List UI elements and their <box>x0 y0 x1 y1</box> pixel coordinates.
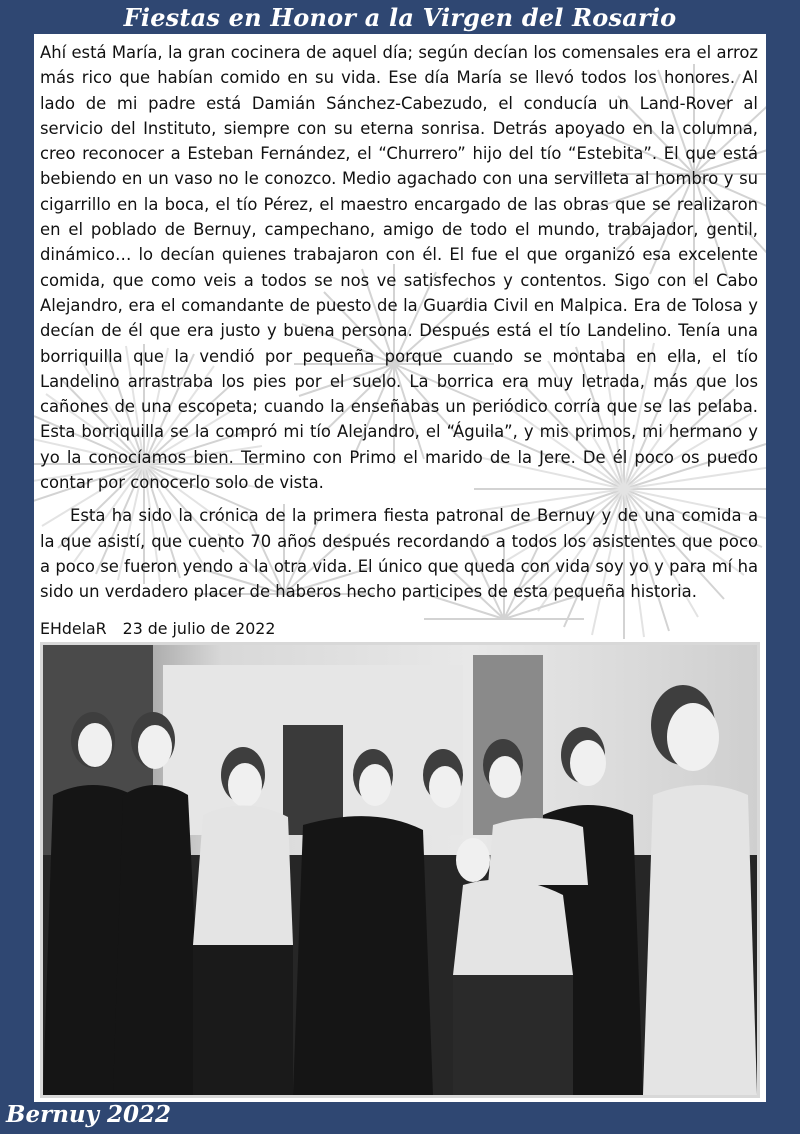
article-paragraph-1: Ahí está María, la gran cocinera de aquel día; según decían los comensales era el arroz más rico que habían comido en su vida. Ese día María se llevó todos los honores. Al lado de mi padre está Damián Sánchez-Cabezudo, el conducía un Land-Rover al servicio del Instituto, siempre con su eterna sonrisa. Detrás apoyado en la columna, creo reconocer a Esteban Fernández, el “Churrero” hijo del tío “Estebita”. El que está bebiendo en un vaso no le conozco. Medio agachado con una servilleta al hombro y su cigarrillo en la boca, el tío Pérez, el maestro encargado de las obras que se realizaron en el poblado de Bernuy, campechano, amigo de todo el mundo, trabajador, gentil, dinámico… lo decían quienes trabajaron con él. El fue el que organizó esa excelente comida, que como veis a todos se nos ve satisfechos y contentos. Sigo con el Cabo Alejandro, era el comandante de puesto de la Guardia Civil en Malpica. Era de Tolosa y decían de él que era justo y buena persona. Después está el tío Landelino. Tenía una borriquilla que la vendió por pequeña porque cuando se montaba en ella, el tío Landelino arrastraba los pies por el suelo. La borrica era muy letrada, más que los cañones de una escopeta; cuando la enseñabas un periódico corría que se las pelaba. Esta borriquilla se la compró mi tío Alejandro, el “Águila”, y mis primos, mi hermano y yo la conocíamos bien. Termino con Primo el marido de la Jere. De él poco os puedo contar por conocerlo solo de vista. <box>40 43 758 493</box>
article-date: 23 de julio de 2022 <box>122 618 276 638</box>
historic-group-photo <box>40 642 760 1098</box>
author-signature: EHdelaR <box>40 618 107 638</box>
page-panel <box>34 34 766 1102</box>
article-body <box>40 40 758 641</box>
group-photo-illustration <box>43 645 757 1095</box>
footer-label: Bernuy 2022 <box>6 1101 172 1128</box>
page-title: Fiestas en Honor a la Virgen del Rosario <box>123 3 677 32</box>
article-paragraph-2: Esta ha sido la crónica de la primera fiesta patronal de Bernuy y de una comida a la que asistí, que cuento 70 años después recordando a todos los asistentes que poco a poco se fueron yendo a la otra vida. El único que queda con vida soy yo y para mí ha sido un verdadero placer de haberos hecho participes de esta pequeña historia. <box>40 506 758 602</box>
signature-line <box>40 616 758 641</box>
